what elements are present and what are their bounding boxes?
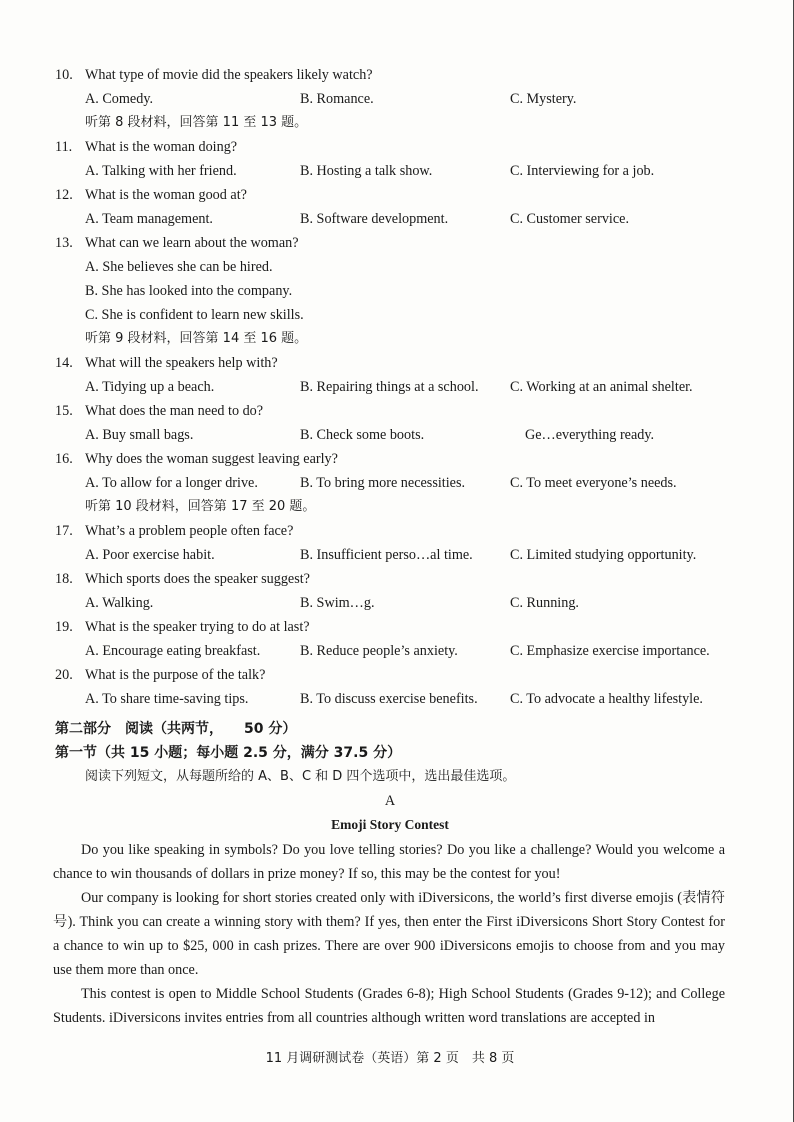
question-text: What can we learn about the woman?	[85, 235, 299, 251]
option-a: A. Tidying up a beach.	[85, 379, 215, 395]
question-number: 14.	[55, 355, 73, 371]
option-a: A. Comedy.	[85, 91, 154, 107]
question-number: 20.	[55, 667, 73, 683]
option-a: A. Walking.	[85, 595, 154, 611]
option-c: C. To meet everyone’s needs.	[510, 475, 677, 491]
passage-letter: A	[384, 793, 396, 809]
option-b: B. Insufficient perso…al time.	[300, 547, 473, 563]
question-text: What is the purpose of the talk?	[85, 667, 266, 683]
question-number: 12.	[55, 187, 73, 203]
option-b: B. To bring more necessities.	[300, 475, 466, 491]
question-text: Why does the woman suggest leaving early?	[85, 451, 338, 467]
question-number: 19.	[55, 619, 73, 635]
part2-heading: 第二部分 阅读（共两节， 50 分）	[55, 721, 297, 737]
question-text: What type of movie did the speakers likely watch?	[85, 67, 373, 83]
option-c: C. Limited studying opportunity.	[510, 547, 697, 563]
question-text: Which sports does the speaker suggest?	[85, 571, 310, 587]
option-a: A. Team management.	[85, 211, 213, 227]
option-c: C. Working at an animal shelter.	[510, 379, 693, 395]
option-b: B. To discuss exercise benefits.	[300, 691, 478, 707]
option-a: A. Buy small bags.	[85, 427, 194, 443]
option-c: C. Running.	[510, 595, 579, 611]
reading-directions: 阅读下列短文，从每题所给的 A、B、C 和 D 四个选项中，选出最佳选项。	[85, 769, 516, 784]
option-a: A. Encourage eating breakfast.	[85, 643, 261, 659]
page-footer: 11 月调研测试卷（英语）第 2 页 共 8 页	[265, 1051, 515, 1066]
option-c: C. Customer service.	[510, 211, 629, 227]
option-b: B. Romance.	[300, 91, 374, 107]
option-b: B. Swim…g.	[300, 595, 375, 611]
passage-paragraph-1: Do you like speaking in symbols? Do you love telling stories? Do you like a challenge? Would you welcome a chance to win thousands of dollars in prize money? If so, this may be the contest for you!	[53, 842, 725, 882]
option-c: C. She is confident to learn new skills.	[85, 307, 304, 323]
option-c: C. Mystery.	[510, 91, 577, 107]
question-number: 15.	[55, 403, 73, 419]
question-text: What is the woman doing?	[85, 139, 238, 155]
option-b: B. Repairing things at a school.	[300, 379, 479, 395]
question-number: 10.	[55, 67, 73, 83]
question-number: 17.	[55, 523, 73, 539]
option-a: A. To share time-saving tips.	[85, 691, 249, 707]
option-a: A. Talking with her friend.	[85, 163, 237, 179]
instruction-seg9: 听第 9 段材料，回答第 14 至 16 题。	[85, 331, 308, 346]
passage-paragraph-2: Our company is looking for short stories created only with iDiversicons, the world’s first diverse emojis (表情符号). Think you can create a winning story with them? If yes, then enter the First iDiversicons Short Story Contest for a chance to win up to $25, 000 in cash prizes. There are over 900 iDiversicons emojis to choose from and you may use them more than once.	[53, 890, 725, 978]
option-c: C. Emphasize exercise importance.	[510, 643, 710, 659]
passage-paragraph-3: This contest is open to Middle School Students (Grades 6-8); High School Students (Grades 9-12); and College Students. iDiversicons invites entries from all countries although written word translations are accepted in	[53, 986, 725, 1026]
question-text: What is the speaker trying to do at last?	[85, 619, 310, 635]
option-b: B. Check some boots.	[300, 427, 425, 443]
question-text: What does the man need to do?	[85, 403, 264, 419]
question-text: What’s a problem people often face?	[85, 523, 294, 539]
option-b: B. Software development.	[300, 211, 449, 227]
option-a: A. Poor exercise habit.	[85, 547, 215, 563]
option-a: A. To allow for a longer drive.	[85, 475, 258, 491]
section1-heading: 第一节（共 15 小题；每小题 2.5 分，满分 37.5 分）	[55, 745, 402, 761]
question-text: What is the woman good at?	[85, 187, 247, 203]
question-number: 13.	[55, 235, 73, 251]
option-c: C. To advocate a healthy lifestyle.	[510, 691, 703, 707]
question-number: 16.	[55, 451, 73, 467]
option-b: B. She has looked into the company.	[85, 283, 293, 299]
option-c: Ge…everything ready.	[525, 427, 655, 443]
option-c: C. Interviewing for a job.	[510, 163, 655, 179]
option-b: B. Reduce people’s anxiety.	[300, 643, 458, 659]
question-text: What will the speakers help with?	[85, 355, 278, 371]
question-number: 18.	[55, 571, 73, 587]
instruction-seg10: 听第 10 段材料，回答第 17 至 20 题。	[85, 499, 316, 514]
passage-title: Emoji Story Contest	[331, 817, 449, 832]
question-number: 11.	[55, 139, 73, 155]
option-a: A. She believes she can be hired.	[85, 259, 273, 275]
instruction-seg8: 听第 8 段材料，回答第 11 至 13 题。	[85, 115, 308, 130]
option-b: B. Hosting a talk show.	[300, 163, 433, 179]
